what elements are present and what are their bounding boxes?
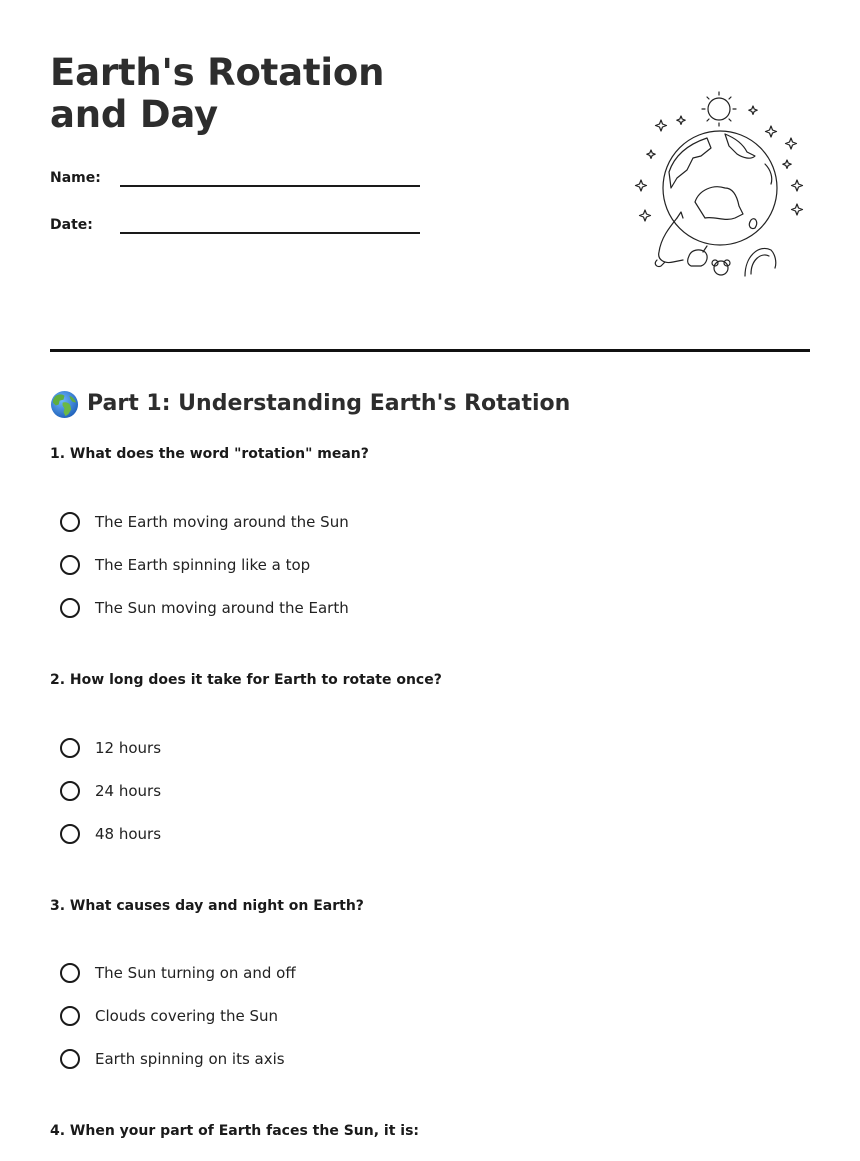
q3-option-3[interactable]: [60, 1046, 285, 1072]
option-label: The Earth spinning like a top: [95, 556, 311, 574]
option-label: The Earth moving around the Sun: [95, 513, 349, 531]
q3-option-2[interactable]: [60, 1003, 278, 1029]
q1-option-3[interactable]: [60, 595, 349, 621]
q2-option-3[interactable]: [60, 821, 161, 847]
option-label: Earth spinning on its axis: [95, 1050, 285, 1068]
name-field: [50, 164, 420, 194]
option-label: 12 hours: [95, 739, 162, 757]
worksheet-title: Earth's Rotation and Day: [50, 51, 385, 136]
question-4: 4. When your part of Earth faces the Sun, it is:: [50, 1123, 420, 1139]
part1-heading-text: Part 1: Understanding Earth's Rotation: [87, 391, 571, 416]
option-label: 24 hours: [95, 782, 162, 800]
radio-button[interactable]: [60, 781, 80, 801]
radio-button[interactable]: [60, 555, 80, 575]
q2-option-2[interactable]: [60, 778, 161, 804]
option-label: The Sun moving around the Earth: [95, 599, 349, 617]
radio-button[interactable]: [60, 963, 80, 983]
radio-button[interactable]: [60, 1006, 80, 1026]
q3-option-1[interactable]: [60, 960, 296, 986]
section-divider: [50, 349, 810, 352]
question-3: 3. What causes day and night on Earth?: [50, 898, 364, 914]
worksheet-page: [50, 0, 810, 1161]
animal-icons: [655, 212, 775, 276]
question-1: 1. What does the word "rotation" mean?: [50, 446, 369, 462]
option-label: Clouds covering the Sun: [95, 1007, 279, 1025]
radio-button[interactable]: [60, 738, 80, 758]
q2-option-1[interactable]: [60, 735, 161, 761]
globe-icon: [50, 390, 79, 419]
name-label: Name:: [50, 170, 101, 186]
radio-button[interactable]: [60, 824, 80, 844]
option-label: The Sun turning on and off: [95, 964, 296, 982]
sun-rays: [702, 92, 736, 126]
earth-illustration-icon: [625, 88, 810, 288]
date-label: Date:: [50, 217, 93, 233]
date-field: [50, 211, 420, 241]
q1-option-2[interactable]: [60, 552, 310, 578]
radio-button[interactable]: [60, 598, 80, 618]
date-line[interactable]: [120, 232, 420, 234]
radio-button[interactable]: [60, 512, 80, 532]
question-2: 2. How long does it take for Earth to rotate once?: [50, 672, 442, 688]
option-label: 48 hours: [95, 825, 162, 843]
q1-option-1[interactable]: [60, 509, 349, 535]
part1-heading: [50, 388, 570, 420]
radio-button[interactable]: [60, 1049, 80, 1069]
name-line[interactable]: [120, 185, 420, 187]
